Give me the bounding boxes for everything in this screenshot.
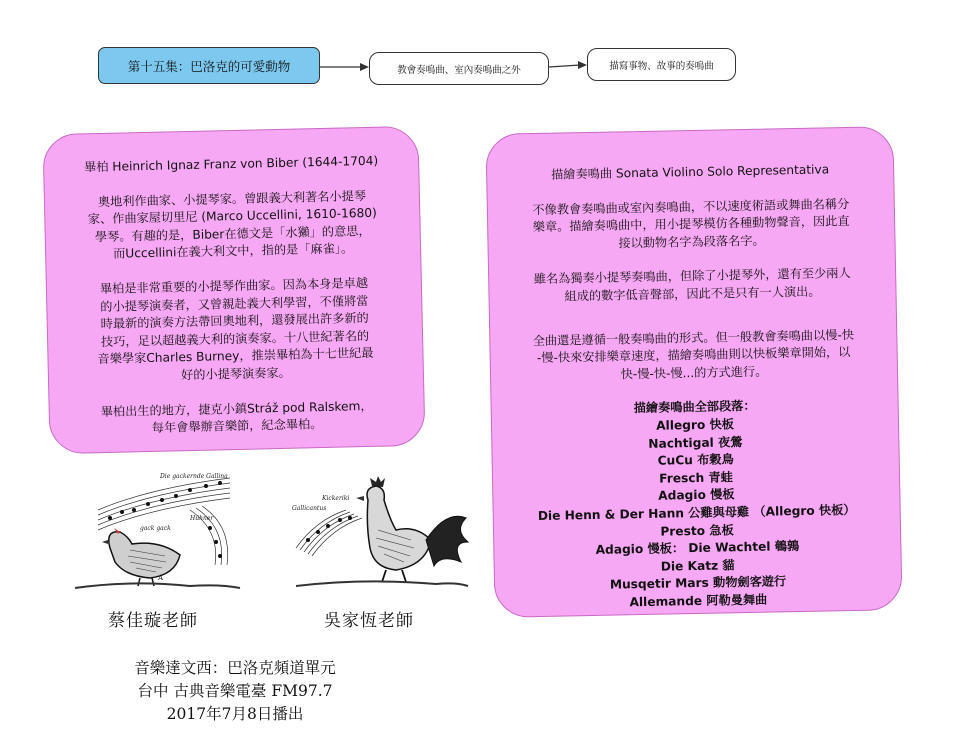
biber-para2-line: 音樂學家Charles Burney，推崇畢柏為十七世紀最	[97, 346, 374, 367]
flow-node-church-sonata: 教會奏鳴曲、室內奏鳴曲之外	[369, 52, 549, 85]
biber-para2-line: 畢柏是非常重要的小提琴作曲家。因為本身是卓越	[99, 275, 369, 297]
movement-item: Die Katz 貓	[660, 557, 735, 574]
movement-item: Adagio 慢板	[658, 487, 735, 504]
sonata-title: 描繪奏鳴曲 Sonata Violino Solo Representativa	[551, 162, 830, 182]
program-info-line3: 2017年7月8日播出	[166, 705, 304, 723]
sonata-para1-line: 接以動物名字為段落名字。	[618, 233, 765, 251]
movement-item: Musqetir Mars 動物劍客遊行	[609, 574, 787, 592]
biber-para3-line: 畢柏出生的地方，捷克小鎮Stráž pod Ralskem，	[100, 398, 373, 419]
sonata-para1-line: 樂章。描繪奏鳴曲中，用小提琴模仿各種動物聲音，因此直	[532, 214, 850, 235]
movement-item: Allemande 阿勒曼舞曲	[629, 592, 768, 610]
caption-left: 蔡佳璇老師	[108, 611, 198, 631]
flow-node-episode: 第十五集：巴洛克的可愛動物	[98, 47, 320, 84]
biber-para3-line: 每年會舉辦音樂節，紀念畢柏。	[151, 417, 323, 436]
hen-illustration	[70, 470, 245, 592]
hen-staff-text: Hühner	[190, 515, 214, 522]
movement-item: Allegro 快板	[655, 417, 735, 433]
movement-item: Fresch 青蛙	[659, 469, 733, 486]
hen-staff-text: gack gack	[140, 525, 171, 532]
sonata-para2-line: 組成的數字低音聲部，因此不是只有一人演出。	[564, 284, 821, 304]
hen-letter: A	[158, 574, 164, 582]
biber-para1-line: 家、作曲家屋切里尼 (Marco Uccellini, 1610-1680)	[87, 205, 377, 227]
rooster-illustration	[286, 470, 471, 592]
sonata-para1-line: 不像教會奏鳴曲或室內奏鳴曲，不以速度術語或舞曲名稱分	[532, 196, 850, 217]
movement-item: Presto 急板	[660, 522, 734, 539]
arrow-1	[320, 63, 369, 71]
arrow-2	[549, 61, 587, 69]
sonata-para2-line: 雖名為獨奏小提琴奏鳴曲，但除了小提琴外，還有至少兩人	[533, 266, 851, 287]
program-info-line2: 台中 古典音樂電臺 FM97.7	[137, 682, 333, 700]
movement-item: CuCu 布穀鳥	[657, 452, 734, 468]
caption-right: 吳家恆老師	[324, 611, 414, 631]
biber-para2-line: 時最新的演奏方法帶回奧地利，還發展出許多新的	[100, 311, 369, 332]
biber-para2-line: 技巧，足以超越義大利的演奏家。十八世紀著名的	[100, 328, 370, 349]
flow-arrows	[0, 0, 960, 120]
sonata-para3-line: 全曲還是遵循一般奏鳴曲的形式。但一般教會奏鳴曲以慢-快	[532, 327, 855, 348]
rooster-staff-text: Kickeriki	[322, 495, 350, 502]
movement-item: Nachtigal 夜鶯	[648, 434, 743, 451]
program-info	[90, 657, 380, 726]
rooster-staff-text: Gallicantus	[292, 505, 327, 512]
biber-card	[42, 126, 425, 454]
biber-title: 畢柏 Heinrich Ignaz Franz von Biber (1644-1704)	[83, 153, 379, 175]
flow-node-descriptive-sonata: 描寫事物、故事的奏鳴曲	[587, 48, 736, 81]
movement-item: Adagio 慢板： Die Wachtel 鵪鶉	[595, 539, 800, 558]
biber-para1-line: 學琴。有趣的是，Biber在德文是「水獺」的意思，	[94, 223, 371, 244]
biber-para2-line: 好的小提琴演奏家。	[180, 365, 291, 383]
sonata-para3-line: 快-慢-快-慢...的方式進行。	[620, 364, 768, 382]
movements-header: 描繪奏鳴曲全部段落：	[633, 399, 756, 416]
biber-para1-line: 奧地利作曲家、小提琴家。曾跟義大利著名小提琴	[97, 188, 367, 209]
program-info-line1: 音樂達文西：巴洛克頻道單元	[134, 659, 336, 677]
sonata-para3-line: -慢-快來安排樂章速度，描繪奏鳴曲則以快板樂章開始，以	[536, 345, 851, 366]
hen-staff-text: Die gackernde Gallina	[160, 473, 228, 480]
biber-para2-line: 的小提琴演奏者，又曾親赴義大利學習，不僅將當	[100, 293, 369, 314]
sonata-card	[485, 126, 902, 618]
movement-item: Die Henn & Der Hann 公雞與母雞 （Allegro 快板）	[537, 502, 856, 523]
biber-para1-line: 而Uccellini在義大利文中，指的是「麻雀」。	[112, 241, 354, 262]
